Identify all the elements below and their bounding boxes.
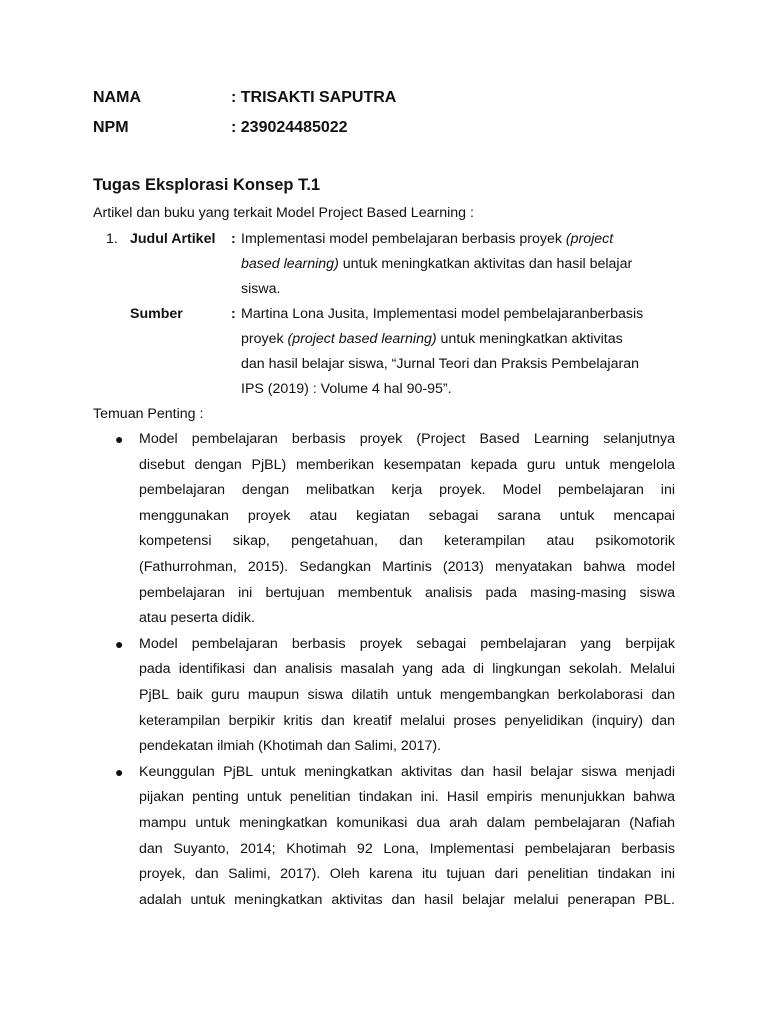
bullet-icon: ●	[115, 763, 124, 780]
article-entry	[93, 227, 683, 402]
intro-text: Artikel dan buku yang terkait Model Project Based Learning :	[93, 205, 474, 221]
findings-list	[93, 427, 683, 913]
list-item: ● Model pembelajaran berbasis proyek sebagai pembelajaran yang berpijak pada identifikasi dan analisis masalah yang ada di lingkungan sekolah. Melalui PjBL baik guru maupun siswa dilatih untuk mengembangkan berkolaborasi dan keterampilan berpikir kritis dan kreatif melalui proses penyelidikan (inquiry) dan pendekatan ilmiah (Khotimah dan Salimi, 2017).	[93, 632, 683, 760]
document-title: Tugas Eksplorasi Konsep T.1	[93, 176, 321, 194]
sumber-line: dan hasil belajar siswa, “Jurnal Teori dan Praksis Pembelajaran	[241, 356, 639, 372]
npm-value: : 239024485022	[231, 119, 348, 136]
sumber-colon: :	[231, 306, 236, 322]
bullet-icon: ●	[115, 635, 124, 652]
sumber-line: Martina Lona Jusita, Implementasi model pembelajaranberbasis	[241, 306, 644, 322]
article-number: 1.	[106, 231, 118, 247]
sumber-value	[241, 302, 679, 402]
name-row	[93, 88, 396, 108]
sumber-line: proyek (project based learning) untuk meningkatkan aktivitas	[241, 331, 623, 347]
temuan-label: Temuan Penting :	[93, 406, 204, 422]
sumber-line: IPS (2019) : Volume 4 hal 90-95”.	[241, 381, 452, 397]
judul-value	[241, 227, 679, 302]
name-label: NAMA	[93, 89, 141, 106]
judul-colon: :	[231, 231, 236, 247]
list-item: ● Keunggulan PjBL untuk meningkatkan aktivitas dan hasil belajar siswa menjadi pijakan penting untuk penelitian tindakan ini. Hasil empiris menunjukkan bahwa mampu untuk meningkatkan komunikasi dua arah dalam pembelajaran (Nafiah dan Suyanto, 2014; Khotimah 92 Lona, Implementasi pembelajaran berbasis proyek, dan Salimi, 2017). Oleh karena itu tujuan dari penelitian tindakan ini adalah untuk meningkatkan aktivitas dan hasil belajar melalui penerapan PBL.	[93, 760, 683, 914]
judul-label: Judul Artikel	[130, 231, 216, 247]
npm-label: NPM	[93, 119, 129, 136]
judul-line: siswa.	[241, 281, 281, 297]
list-item: ● Model pembelajaran berbasis proyek (Project Based Learning selanjutnya disebut dengan PjBL) memberikan kesempatan kepada guru untuk mengelola pembelajaran dengan melibatkan kerja proyek. Model pembelajaran ini menggunakan proyek atau kegiatan sebagai sarana untuk mencapai kompetensi sikap, pengetahuan, dan keterampilan atau psikomotorik (Fathurrohman, 2015). Sedangkan Martinis (2013) menyatakan bahwa model pembelajaran ini bertujuan membentuk analisis pada masing-masing siswa atau peserta didik.	[93, 427, 683, 632]
judul-line: Implementasi model pembelajaran berbasis proyek (project	[241, 231, 614, 247]
sumber-label: Sumber	[130, 306, 183, 322]
judul-row	[93, 227, 683, 302]
npm-row	[93, 118, 348, 138]
name-value: : TRISAKTI SAPUTRA	[231, 89, 397, 106]
judul-line: based learning) untuk meningkatkan aktivitas dan hasil belajar	[241, 256, 633, 272]
bullet-icon: ●	[115, 431, 124, 447]
sumber-row	[93, 302, 683, 402]
